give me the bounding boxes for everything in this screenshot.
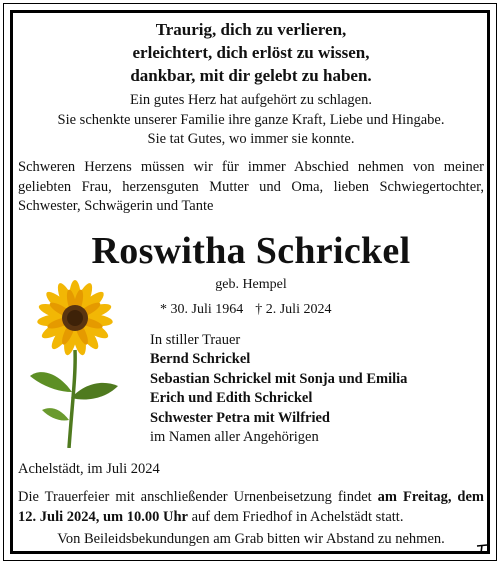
ceremony-info: [18, 488, 484, 527]
tribute-line: Sie schenkte unserer Familie ihre ganze Kraft, Liebe und Hingabe.: [57, 111, 445, 128]
publisher-mark-icon: [476, 544, 488, 554]
place-and-date: Achelstädt, im Juli 2024: [18, 461, 160, 477]
verse-line: dankbar, mit dir gelebt zu haben.: [130, 66, 372, 85]
life-dates: [160, 301, 331, 319]
birth-date: * 30. Juli 1964: [160, 302, 244, 317]
verse-line: erleichtert, dich erlöst zu wissen,: [132, 43, 370, 62]
mourner-name: Schwester Petra mit Wilfried: [150, 409, 330, 426]
mourners-heading: In stiller Trauer: [150, 332, 241, 348]
sunflower-icon: [28, 280, 120, 448]
death-date: † 2. Juli 2024: [255, 302, 332, 317]
mourner-name: Sebastian Schrickel mit Sonja und Emilia: [150, 370, 408, 387]
mourner-name: Bernd Schrickel: [150, 351, 251, 368]
ceremony-text: Die Trauerfeier mit anschließender Urnenbeisetzung findet: [18, 489, 378, 505]
mourner-name: Erich und Edith Schrickel: [150, 390, 313, 407]
opening-verse: [18, 18, 484, 87]
tribute-line: Sie tat Gutes, wo immer sie konnte.: [147, 131, 355, 147]
mourners-closing: im Namen aller Angehörigen: [150, 429, 319, 446]
mourners-block: [150, 331, 407, 447]
ceremony-date-time: am Freitag, dem 12. Juli 2024, um 10.00 Uhr: [18, 489, 485, 525]
farewell-intro: Schweren Herzens müssen wir für immer Abschied nehmen von meiner geliebten Frau, herzensguten Mutter und Oma, lieben Schwiegertochter, Schwester, Schwägerin und Tante: [18, 159, 484, 214]
deceased-name: Roswitha Schrickel: [91, 230, 411, 272]
condolence-note: Von Beileidsbekundungen am Grab bitten wir Abstand zu nehmen.: [57, 531, 445, 547]
tribute-line: Ein gutes Herz hat aufgehört zu schlagen.: [130, 92, 372, 108]
maiden-name: geb. Hempel: [215, 277, 287, 292]
verse-line: Traurig, dich zu verlieren,: [155, 20, 347, 39]
tribute-text: [18, 91, 484, 150]
ceremony-location: auf dem Friedhof in Achelstädt statt.: [188, 508, 404, 525]
